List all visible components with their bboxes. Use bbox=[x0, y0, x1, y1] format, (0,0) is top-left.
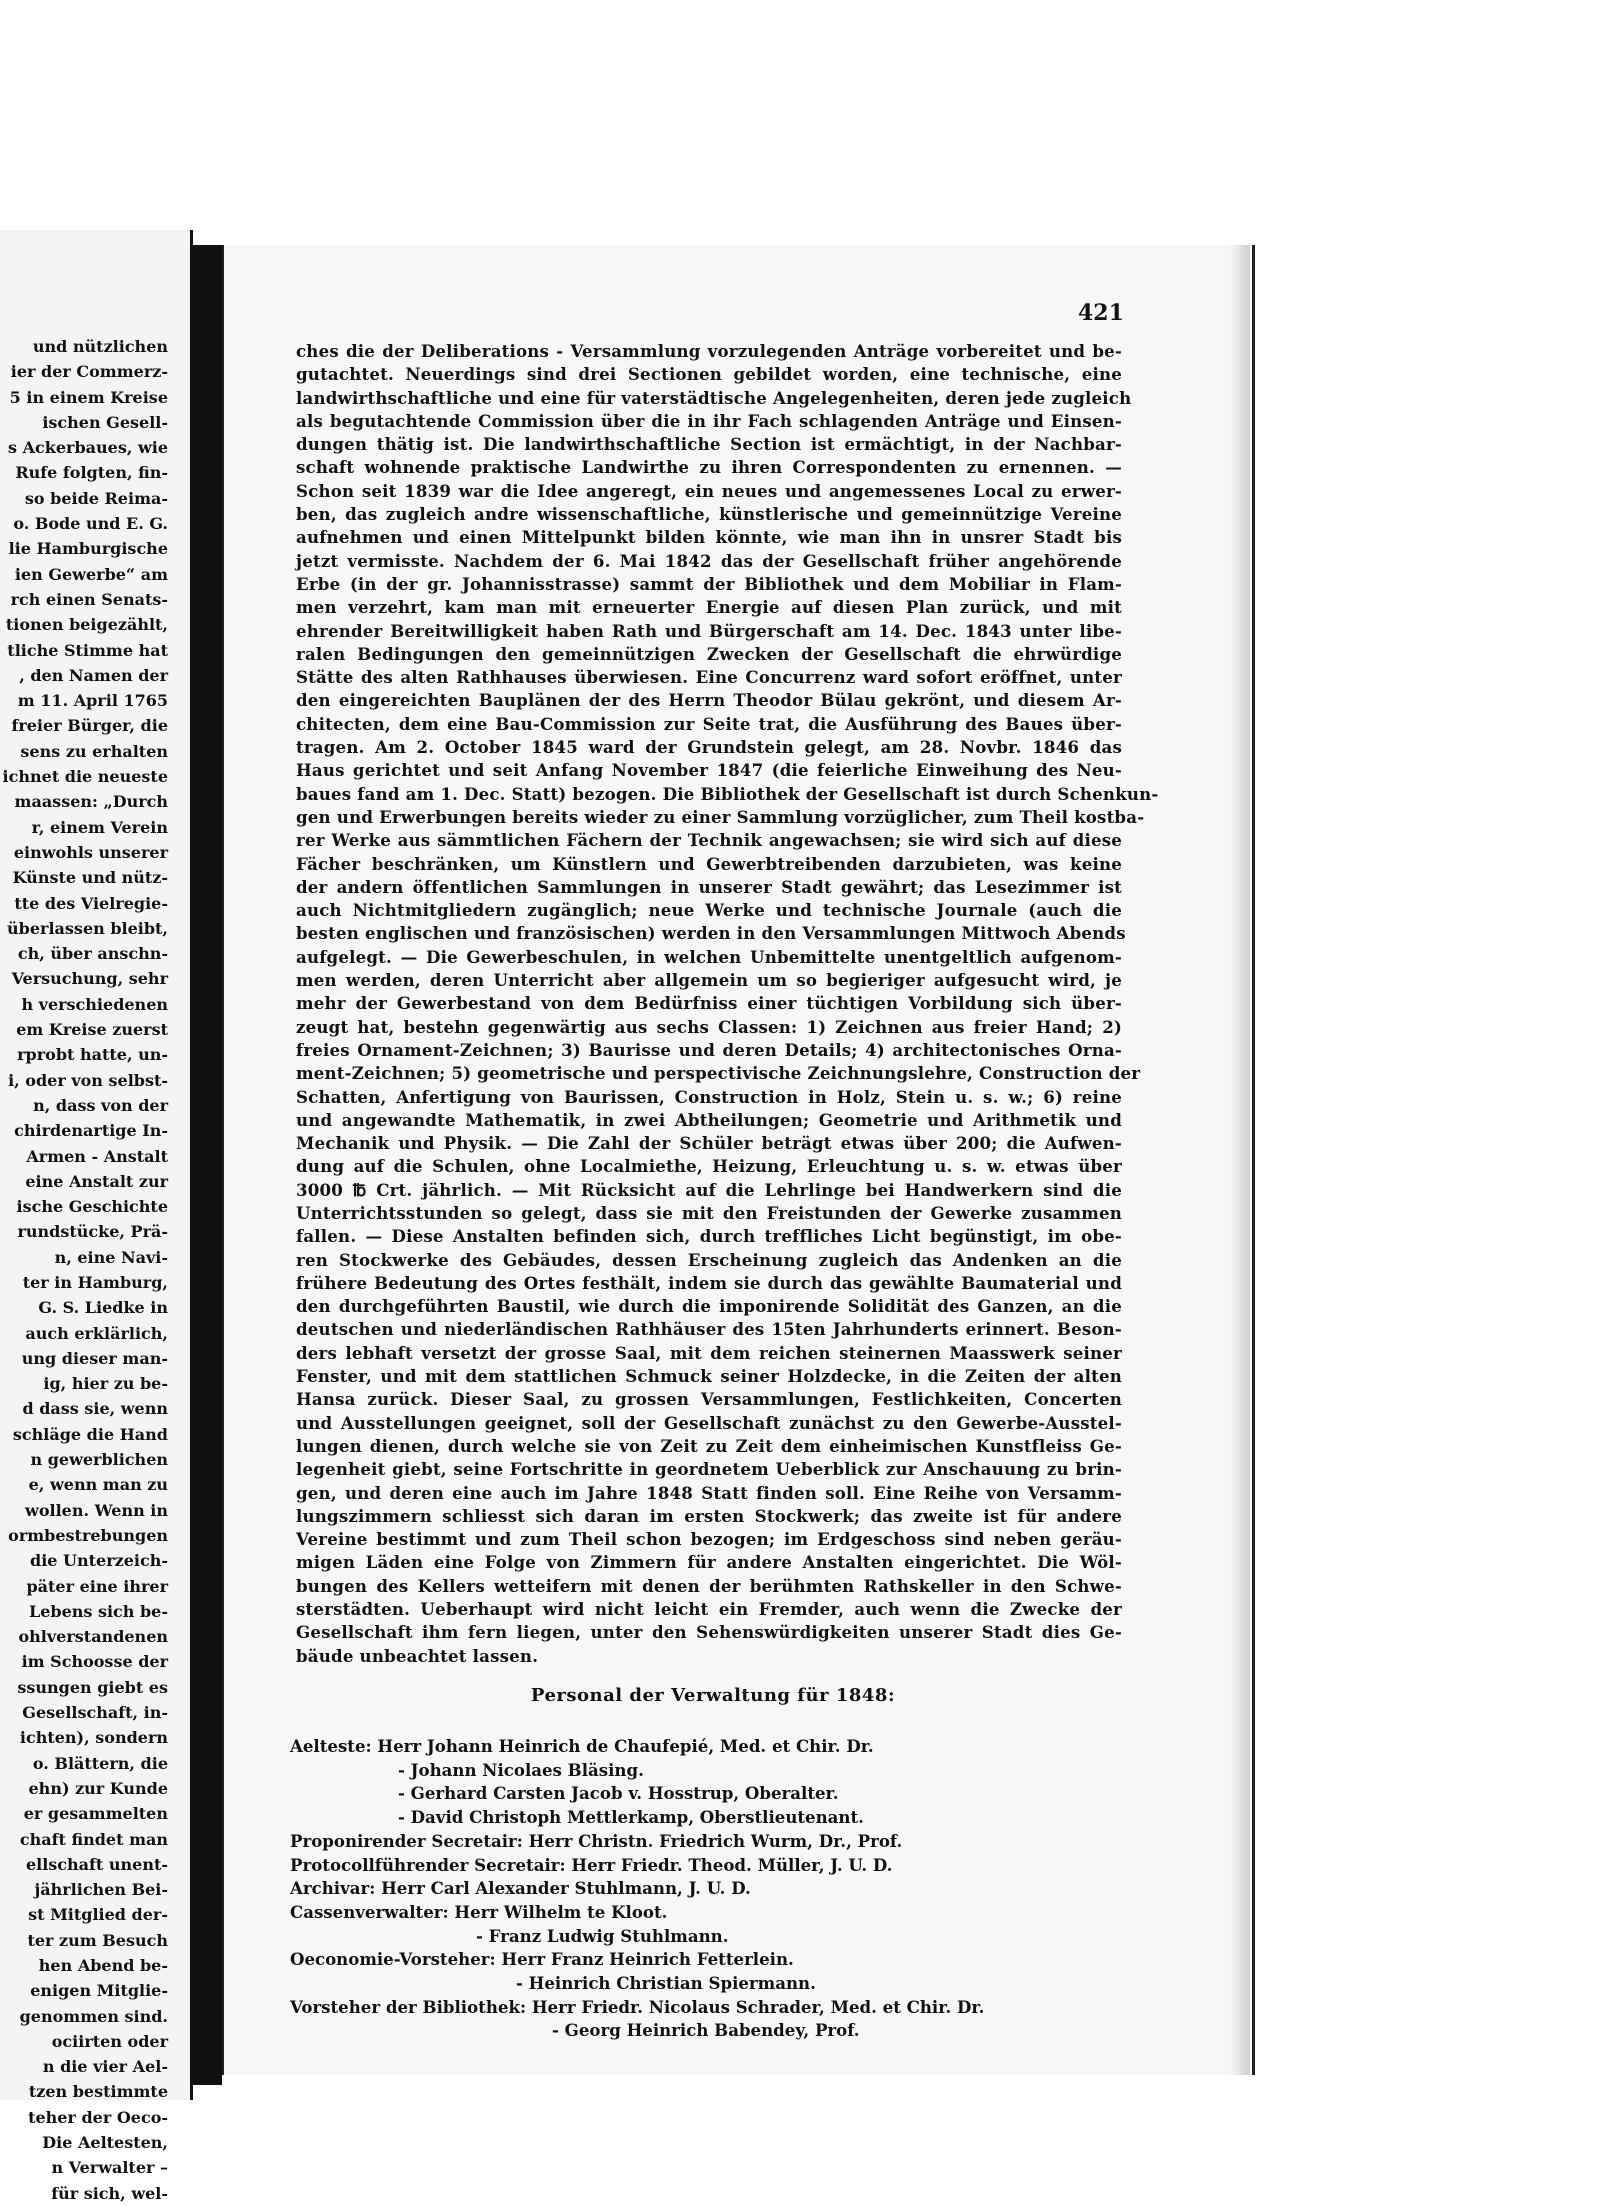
personnel-entry: - Georg Heinrich Babendey, Prof. bbox=[552, 2020, 860, 2041]
body-line: 3000 ℔ Crt. jährlich. — Mit Rücksicht auf die Lehrlinge bei Handwerkern sind die bbox=[296, 1179, 1122, 1200]
left-page-line: er gesammelten bbox=[23, 1804, 168, 1824]
body-line: Fenster, und mit dem stattlichen Schmuck seiner Holzdecke, in die Zeiten der alten bbox=[296, 1366, 1122, 1387]
body-line: Mechanik und Physik. — Die Zahl der Schüler beträgt etwas über 200; die Aufwen- bbox=[296, 1133, 1122, 1154]
body-line: Schatten, Anfertigung von Baurissen, Construction in Holz, Stein u. s. w.; 6) reine bbox=[296, 1086, 1122, 1107]
left-page-line: rprobt hatte, un- bbox=[17, 1045, 168, 1065]
left-page-line: ssungen giebt es bbox=[17, 1677, 168, 1697]
left-page-line: teher der Oeco- bbox=[28, 2107, 168, 2127]
body-line: lungszimmern schliesst sich daran im ersten Stockwerk; das zweite ist für andere bbox=[296, 1505, 1122, 1526]
left-page-line: Lebens sich be- bbox=[28, 1601, 168, 1621]
left-page-line: für sich, wel- bbox=[51, 2183, 168, 2203]
left-page-line: n gewerblichen bbox=[30, 1450, 168, 1470]
left-page-line: G. S. Liedke in bbox=[38, 1298, 168, 1318]
body-line: Stätte des alten Rathhauses überwiesen. Eine Concurrenz ward sofort eröffnet, unter bbox=[296, 667, 1122, 688]
left-page-line: ch, über anschn- bbox=[17, 944, 168, 964]
body-line: landwirthschaftliche und eine für vaterstädtische Angelegenheiten, deren jede zugleich bbox=[296, 387, 1132, 408]
body-line: ment-Zeichnen; 5) geometrische und perspectivische Zeichnungslehre, Construction der bbox=[296, 1063, 1141, 1084]
body-line: ders lebhaft versetzt der grosse Saal, mit dem reichen steinernen Maasswerk seiner bbox=[296, 1342, 1122, 1363]
left-page-line: ellschaft unent- bbox=[25, 1854, 168, 1874]
left-page-line: o. Blättern, die bbox=[32, 1753, 168, 1773]
left-page-line: rundstücke, Prä- bbox=[17, 1222, 168, 1242]
left-page-text bbox=[0, 334, 168, 2206]
body-text bbox=[296, 340, 1159, 1668]
left-page-line: em Kreise zuerst bbox=[16, 1020, 168, 1040]
left-page-line: Die Aeltesten, bbox=[42, 2133, 168, 2153]
body-line: Gesellschaft ihm fern liegen, unter den Sehenswürdigkeiten unserer Stadt dies Ge- bbox=[296, 1622, 1122, 1643]
left-page-line: ichnet die neueste bbox=[2, 767, 168, 787]
personnel-entry: Oeconomie-Vorsteher: Herr Franz Heinrich Fetterlein. bbox=[290, 1949, 794, 1970]
left-page-line: ohlverstandenen bbox=[18, 1627, 168, 1647]
left-page-line: n, dass von der bbox=[33, 1095, 168, 1115]
left-page-line: ehn) zur Kunde bbox=[28, 1778, 168, 1798]
body-line: fallen. — Diese Anstalten befinden sich, durch treffliches Licht begünstigt, im obe- bbox=[296, 1226, 1122, 1247]
left-page-line: einwohls unserer bbox=[13, 842, 168, 862]
left-page-line: so beide Reima- bbox=[24, 488, 168, 508]
left-page-line: tte des Vielregie- bbox=[14, 893, 168, 913]
left-page-line: enigen Mitglie- bbox=[30, 1981, 168, 2001]
personnel-entry: Vorsteher der Bibliothek: Herr Friedr. Nicolaus Schrader, Med. et Chir. Dr. bbox=[290, 1996, 985, 2017]
body-line: dung auf die Schulen, ohne Localmiethe, Heizung, Erleuchtung u. s. w. etwas über bbox=[296, 1156, 1122, 1177]
body-line: ehrender Bereitwilligkeit haben Rath und Bürgerschaft am 14. Dec. 1843 unter libe- bbox=[296, 620, 1122, 641]
body-line: men verzehrt, kam man mit erneuerter Energie auf diesen Plan zurück, und mit bbox=[296, 597, 1122, 618]
personnel-entry: Archivar: Herr Carl Alexander Stuhlmann, J. U. D. bbox=[290, 1878, 751, 1899]
left-page-line: jährlichen Bei- bbox=[34, 1880, 168, 1900]
body-line: frühere Bedeutung des Ortes festhält, indem sie durch das gewählte Baumaterial und bbox=[296, 1272, 1122, 1293]
left-page-line: ier der Commerz- bbox=[10, 362, 168, 382]
body-line: migen Läden eine Folge von Zimmern für andere Anstalten eingerichtet. Die Wöl- bbox=[296, 1552, 1122, 1573]
body-line: Fächer beschränken, um Künstlern und Gewerbtreibenden darzubieten, was keine bbox=[296, 853, 1122, 874]
body-line: Haus gerichtet und seit Anfang November 1847 (die feierliche Einweihung des Neu- bbox=[296, 760, 1122, 781]
body-line: rer Werke aus sämmtlichen Fächern der Technik angewachsen; sie wird sich auf diese bbox=[296, 830, 1122, 851]
body-line: der andern öffentlichen Sammlungen in unserer Stadt gewährt; das Lesezimmer ist bbox=[296, 876, 1122, 897]
body-line: und angewandte Mathematik, in zwei Abtheilungen; Geometrie und Arithmetik und bbox=[296, 1109, 1122, 1130]
page-number: 421 bbox=[1078, 300, 1124, 326]
left-page-line: m 11. April 1765 bbox=[17, 691, 168, 711]
body-line: auch Nichtmitgliedern zugänglich; neue Werke und technische Journale (auch die bbox=[296, 900, 1122, 921]
left-page-line: ung dieser man- bbox=[21, 1348, 168, 1368]
body-line: den durchgeführten Baustil, wie durch die imponirende Solidität des Ganzen, an die bbox=[296, 1296, 1122, 1317]
left-page-line: n, eine Navi- bbox=[54, 1247, 168, 1267]
left-page-line: päter eine ihrer bbox=[26, 1576, 168, 1596]
body-line: bäude unbeachtet lassen. bbox=[296, 1645, 539, 1666]
left-page-line: sens zu erhalten bbox=[20, 741, 168, 761]
left-page-line: n Verwalter – bbox=[51, 2158, 168, 2178]
body-line: sterstädten. Ueberhaupt wird nicht leicht ein Fremder, auch wenn die Zwecke der bbox=[296, 1599, 1122, 1620]
body-line: aufnehmen und einen Mittelpunkt bilden könnte, wie man ihn in unsrer Stadt bis bbox=[296, 527, 1122, 548]
left-page-line: 5 in einem Kreise bbox=[9, 387, 168, 407]
body-line: bungen des Kellers wetteifern mit denen der berühmten Rathskeller in den Schwe- bbox=[296, 1575, 1122, 1596]
body-line: lungen dienen, durch welche sie von Zeit zu Zeit dem einheimischen Kunstfleiss Ge- bbox=[296, 1435, 1122, 1456]
body-line: men werden, deren Unterricht aber allgemein um so begieriger aufgesucht wird, je bbox=[296, 970, 1122, 991]
left-page-line: s Ackerbaues, wie bbox=[8, 438, 168, 458]
left-page-line: e, wenn man zu bbox=[28, 1475, 168, 1495]
left-page-line: i, oder von selbst- bbox=[8, 1070, 168, 1090]
left-page-line: Versuchung, sehr bbox=[11, 969, 168, 989]
left-page-line: tionen beigezählt, bbox=[5, 615, 168, 635]
body-line: jetzt vermisste. Nachdem der 6. Mai 1842 das der Gesellschaft früher angehörende bbox=[296, 550, 1122, 571]
left-page-line: im Schoosse der bbox=[21, 1652, 168, 1672]
body-line: schaft wohnende praktische Landwirthe zu ihren Correspondenten zu ernennen. — bbox=[296, 457, 1122, 478]
left-page-line: rch einen Senats- bbox=[10, 589, 168, 609]
section-heading: Personal der Verwaltung für 1848: bbox=[530, 1685, 896, 1706]
left-page-line: die Unterzeich- bbox=[30, 1551, 168, 1571]
left-page-line: lie Hamburgische bbox=[8, 539, 168, 559]
left-page-line: Gesellschaft, in- bbox=[22, 1703, 168, 1723]
left-page-line: h verschiedenen bbox=[21, 994, 168, 1014]
left-page-line: hen Abend be- bbox=[38, 1956, 168, 1975]
personnel-entry: - Gerhard Carsten Jacob v. Hosstrup, Oberalter. bbox=[398, 1783, 839, 1804]
body-line: den eingereichten Bauplänen der des Herrn Theodor Bülau gekrönt, und diesem Ar- bbox=[296, 690, 1122, 711]
left-page-line: d dass sie, wenn bbox=[22, 1399, 168, 1419]
personnel-entry: Aelteste: Herr Johann Heinrich de Chaufepié, Med. et Chir. Dr. bbox=[290, 1736, 874, 1756]
body-line: dungen thätig ist. Die landwirthschaftliche Section ist ermächtigt, in der Nachbar- bbox=[296, 434, 1122, 455]
left-page-line: ische Geschichte bbox=[16, 1197, 168, 1217]
body-line: Unterrichtsstunden so gelegt, dass sie mit den Freistunden der Gewerke zusammen bbox=[296, 1202, 1122, 1223]
left-page-line: Armen - Anstalt bbox=[26, 1146, 168, 1166]
left-page-line: ischen Gesell- bbox=[42, 412, 168, 432]
personnel-entry: - Franz Ludwig Stuhlmann. bbox=[476, 1925, 729, 1946]
body-line: freies Ornament-Zeichnen; 3) Baurisse und deren Details; 4) architectonisches Orna- bbox=[296, 1039, 1122, 1060]
left-page-line: freier Bürger, die bbox=[11, 716, 168, 736]
personnel-entry: - Johann Nicolaes Bläsing. bbox=[398, 1759, 644, 1780]
left-page-line: und nützlichen bbox=[32, 337, 168, 356]
left-page-line: tliche Stimme hat bbox=[7, 640, 168, 660]
left-page-line: auch erklärlich, bbox=[25, 1323, 168, 1343]
personnel-entry: - Heinrich Christian Spiermann. bbox=[516, 1973, 816, 1994]
left-page-line: chirdenartige In- bbox=[14, 1121, 168, 1141]
body-line: Erbe (in der gr. Johannisstrasse) sammt der Bibliothek und dem Mobiliar in Flam- bbox=[296, 573, 1122, 594]
body-line: besten englischen und französischen) werden in den Versammlungen Mittwoch Abends bbox=[296, 923, 1126, 944]
left-page-line: r, einem Verein bbox=[31, 817, 168, 837]
body-line: Schon seit 1839 war die Idee angeregt, ein neues und angemessenes Local zu erwer- bbox=[296, 480, 1122, 501]
left-page-line: tzen bestimmte bbox=[28, 2082, 168, 2102]
body-line: Hansa zurück. Dieser Saal, zu grossen Versammlungen, Festlichkeiten, Concerten bbox=[296, 1389, 1122, 1410]
left-page-line: st Mitglied der- bbox=[28, 1905, 168, 1925]
left-page-line: genommen sind. bbox=[19, 2006, 168, 2026]
body-line: tragen. Am 2. October 1845 ward der Grundstein gelegt, am 28. Novbr. 1846 das bbox=[296, 737, 1122, 758]
left-page-line: ter in Hamburg, bbox=[22, 1272, 168, 1292]
left-page-line: maassen: „Durch bbox=[14, 792, 168, 812]
left-page-line: o. Bode und E. G. bbox=[13, 514, 168, 534]
body-line: ralen Bedingungen den gemeinnützigen Zwecken der Gesellschaft die ehrwürdige bbox=[296, 643, 1122, 664]
left-page-line: ien Gewerbe“ am bbox=[14, 564, 168, 584]
left-page-line: schläge die Hand bbox=[12, 1424, 168, 1444]
body-line: zeugt hat, bestehn gegenwärtig aus sechs Classen: 1) Zeichnen aus freier Hand; 2) bbox=[296, 1016, 1122, 1037]
body-line: gutachtet. Neuerdings sind drei Sectionen gebildet worden, eine technische, eine bbox=[296, 364, 1122, 385]
body-line: gen, und deren eine auch im Jahre 1848 Statt finden soll. Eine Reihe von Versamm- bbox=[296, 1482, 1122, 1503]
body-line: ren Stockwerke des Gebäudes, dessen Erscheinung zugleich das Andenken an die bbox=[296, 1249, 1122, 1270]
personnel-list bbox=[290, 1735, 1130, 2043]
personnel-entry: - David Christoph Mettlerkamp, Oberstlieutenant. bbox=[398, 1807, 864, 1828]
left-page-line: ormbestrebungen bbox=[8, 1525, 168, 1545]
body-line: chitecten, dem eine Bau-Commission zur Seite trat, die Ausführung des Baues über- bbox=[296, 713, 1122, 734]
body-line: aufgelegt. — Die Gewerbeschulen, in welchen Unbemittelte unentgeltlich aufgenom- bbox=[296, 946, 1122, 967]
left-page-line: ociirten oder bbox=[51, 2031, 168, 2051]
body-line: als begutachtende Commission über die in ihr Fach schlagenden Anträge und Einsen- bbox=[296, 410, 1122, 431]
body-line: deutschen und niederländischen Rathhäuser des 15ten Jahrhunderts erinnert. Beson- bbox=[296, 1319, 1122, 1340]
left-page-line: , den Namen der bbox=[19, 665, 168, 685]
left-page-line: Rufe folgten, fin- bbox=[15, 463, 168, 483]
left-page-line: ig, hier zu be- bbox=[43, 1374, 168, 1394]
body-line: ches die der Deliberations - Versammlung vorzulegenden Anträge vorbereitet und be- bbox=[296, 341, 1122, 361]
body-line: ben, das zugleich andre wissenschaftliche, künstlerische und gemeinnützige Vereine bbox=[296, 504, 1122, 525]
book-gutter bbox=[190, 245, 222, 2085]
left-page-line: chaft findet man bbox=[19, 1829, 168, 1849]
body-line: legenheit giebt, seine Fortschritte in geordnetem Ueberblick zur Anschauung zu brin- bbox=[296, 1459, 1122, 1480]
body-line: Vereine bestimmt und zum Theil schon bezogen; im Erdgeschoss sind neben geräu- bbox=[296, 1529, 1122, 1550]
personnel-entry: Protocollführender Secretair: Herr Friedr. Theod. Müller, J. U. D. bbox=[290, 1854, 893, 1875]
left-page bbox=[0, 230, 193, 2203]
body-line: gen und Erwerbungen bereits wieder zu einer Sammlung vorzüglicher, zum Theil kostba- bbox=[296, 806, 1145, 827]
left-page-line: ichten), sondern bbox=[19, 1728, 168, 1748]
left-page-line: Künste und nütz- bbox=[12, 868, 168, 888]
personnel-entry: Proponirender Secretair: Herr Christn. Friedrich Wurm, Dr., Prof. bbox=[290, 1830, 903, 1851]
left-page-line: überlassen bleibt, bbox=[7, 918, 168, 938]
left-page-line: eine Anstalt zur bbox=[25, 1171, 168, 1191]
body-line: und Ausstellungen geeignet, soll der Gesellschaft zunächst zu den Gewerbe-Ausstel- bbox=[296, 1412, 1122, 1433]
left-page-line: ter zum Besuch bbox=[27, 1930, 168, 1950]
personnel-entry: Cassenverwalter: Herr Wilhelm te Kloot. bbox=[290, 1901, 668, 1922]
left-page-line: n die vier Ael- bbox=[42, 2057, 168, 2077]
page-edge bbox=[1230, 245, 1250, 2075]
body-line: baues fand am 1. Dec. Statt) bezogen. Die Bibliothek der Gesellschaft ist durch Schenkun- bbox=[296, 783, 1159, 804]
left-page-line: wollen. Wenn in bbox=[25, 1500, 168, 1520]
body-line: mehr der Gewerbestand von dem Bedürfniss einer tüchtigen Vorbildung sich über- bbox=[296, 993, 1122, 1014]
